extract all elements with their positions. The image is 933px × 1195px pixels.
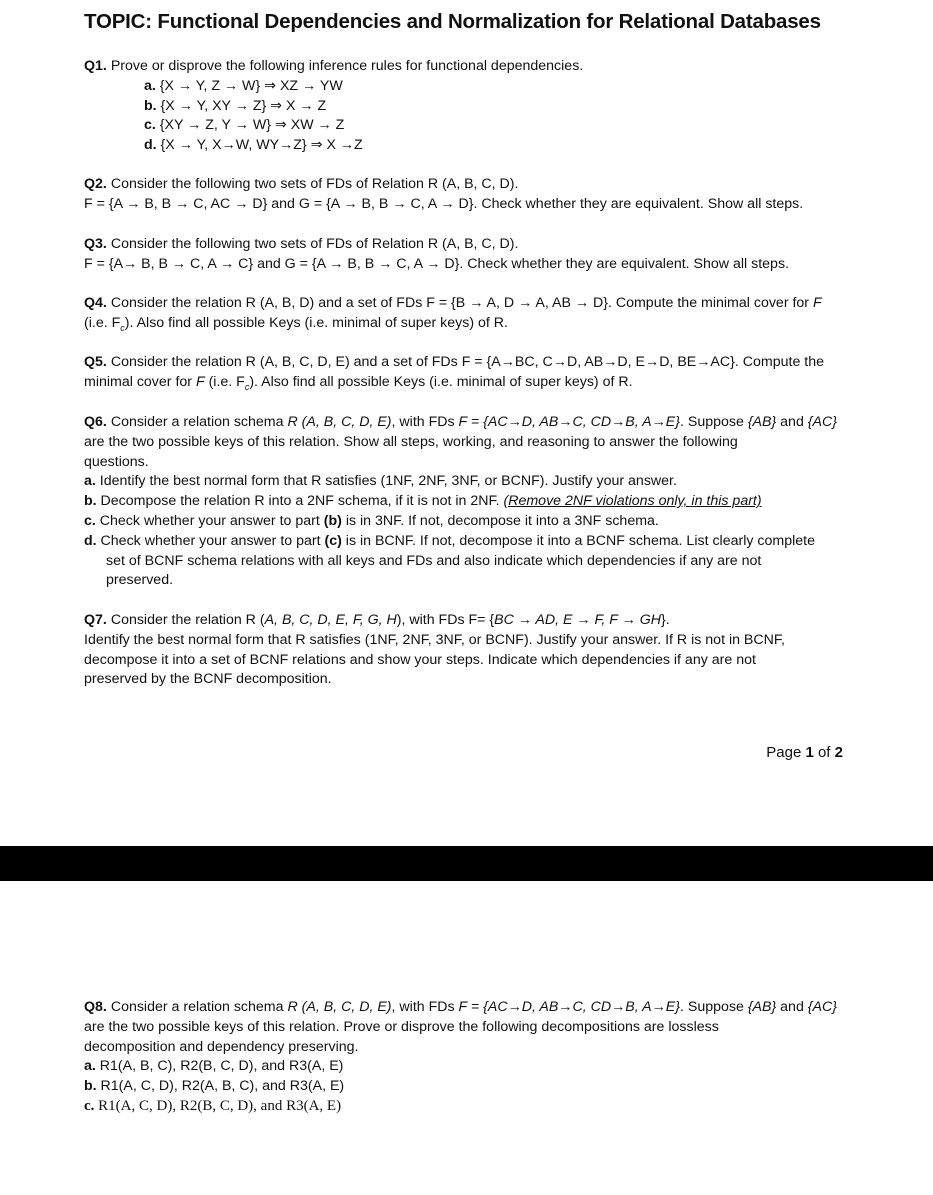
q1-item-b: b. {X → Y, XY → Z} ⇒ X → Z [144, 97, 327, 114]
page-current: 1 [805, 744, 814, 761]
q2-label: Q2. [84, 176, 107, 192]
q3-label: Q3. [84, 236, 107, 252]
q4-f-symbol: F [812, 295, 822, 311]
q6-label: Q6. [84, 414, 107, 430]
q1-item-d: d. {X → Y, X→W, WY→Z} ⇒ X →Z [144, 137, 363, 154]
q5-label: Q5. [84, 354, 107, 370]
q8-item-a: a. R1(A, B, C), R2(B, C, D), and R3(A, E) [84, 1058, 344, 1075]
q6-part-d-line2: set of BCNF schema relations with all keys and FDs and also indicate which dependencies if any are not [106, 552, 762, 569]
q6-part-a: a. Identify the best normal form that R satisfies (1NF, 2NF, 3NF, or BCNF). Justify your answer. [84, 473, 677, 490]
question-6: Q6. Consider a relation schema R (A, B, C, D, E), with FDs F = {AC→D, AB→C, CD→B, A→E}. Suppose {AB} and {AC} are the two possible keys of this relation. Show all steps, working, and reasoning to answer the following questions. a. Identify the best normal form that R satisfies (1NF, 2NF, 3NF, or BCNF). Justify your answer. b. Decompose the relation R into a 2NF schema, if it is not in 2NF. (Remove 2NF violations only, in this part) c. Check whether your answer to part (b) is in 3NF. If not, decompose it into a 3NF schema. d. Check whether your answer to part (c) is in BCNF. If not, decompose it into a BCNF schema. List clearly complete set of BCNF schema relations with all keys and FDs and also indicate which dependencies if any are not preserved. [84, 413, 854, 591]
q7-line3: decompose it into a set of BCNF relations and show your steps. Indicate which dependencies if any are not [84, 651, 756, 668]
q5-line2: minimal cover for F (i.e. $F_c$). Also find all possible Keys (i.e. minimal of super keys) of R. [84, 373, 633, 392]
question-4 [84, 294, 854, 338]
q5-line1: Consider the relation R (A, B, C, D, E) and a set of FDs F = {A→BC, C→D, AB→D, E→D, BE→AC}. Compute the [106, 354, 824, 370]
q8-line3: decomposition and dependency preserving. [84, 1038, 359, 1055]
q8-fds: F = {AC→D, AB→C, CD→B, A→E} [458, 999, 680, 1015]
q3-line1: Consider the following two sets of FDs of Relation R (A, B, C, D). [106, 236, 519, 252]
q3-line2: F = {A→ B, B → C, A → C} and G = {A → B, B → C, A → D}. Check whether they are equivalent. Show all steps. [84, 255, 789, 272]
q6-schema: R (A, B, C, D, E) [287, 414, 392, 430]
q1-label: Q1. [84, 58, 107, 74]
question-3 [84, 235, 854, 275]
q6-part-b: b. Decompose the relation R into a 2NF schema, if it is not in 2NF. (Remove 2NF violations only, in this part) [84, 493, 762, 510]
question-5 [84, 353, 854, 397]
q8-schema: R (A, B, C, D, E) [287, 999, 392, 1015]
question-8: Q8. Consider a relation schema R (A, B, C, D, E), with FDs F = {AC→D, AB→C, CD→B, A→E}. Suppose {AB} and {AC} are the two possible keys of this relation. Prove or disprove the following decompositions are lossless decomposition and dependency preserving. a. R1(A, B, C), R2(B, C, D), and R3(A, E) b. R1(A, C, D), R2(A, B, C), and R3(A, E) c. R1(A, C, D), R2(B, C, D), and R3(A, E) [84, 998, 854, 1117]
question-1 [84, 57, 854, 156]
page-title: TOPIC: Functional Dependencies and Normalization for Relational Databases [84, 10, 821, 33]
q6-fds: F = {AC→D, AB→C, CD→B, A→E} [458, 414, 680, 430]
q7-line2: Identify the best normal form that R satisfies (1NF, 2NF, 3NF, or BCNF). Justify your answer. If R is not in BCNF, [84, 631, 785, 648]
q8-label: Q8. [84, 999, 107, 1015]
q4-line2: (i.e. $F_c$). Also find all possible Keys (i.e. minimal of super keys) of R. [84, 314, 508, 333]
question-2 [84, 175, 854, 215]
q1-item-a: a. {X → Y, Z → W} ⇒ XZ → YW [144, 77, 343, 94]
q6-line3: questions. [84, 453, 149, 470]
q6-part-c: c. Check whether your answer to part (b) is in 3NF. If not, decompose it into a 3NF schema. [84, 512, 659, 529]
q6-part-d: d. Check whether your answer to part (c) is in BCNF. If not, decompose it into a BCNF schema. List clearly complete [84, 532, 815, 549]
page-number: Page 1 of 2 [766, 744, 843, 761]
page-total: 2 [834, 744, 843, 761]
q7-label: Q7. [84, 612, 107, 628]
q1-text: Prove or disprove the following inference rules for functional dependencies. [106, 58, 584, 74]
q2-line2: F = {A → B, B → C, AC → D} and G = {A → B, B → C, A → D}. Check whether they are equivalent. Show all steps. [84, 195, 804, 212]
q6-line2: are the two possible keys of this relation. Show all steps, working, and reasoning to answer the following [84, 433, 738, 450]
q7-attributes: A, B, C, D, E, F, G, H [264, 612, 397, 628]
q8-line2: are the two possible keys of this relation. Prove or disprove the following decompositions are lossless [84, 1018, 719, 1035]
q8-item-c: c. R1(A, C, D), R2(B, C, D), and R3(A, E) [84, 1097, 342, 1114]
q4-line1: Consider the relation R (A, B, D) and a set of FDs F = {B → A, D → A, AB → D}. Compute the minimal cover for [106, 295, 813, 311]
q2-line1: Consider the following two sets of FDs of Relation R (A, B, C, D). [106, 176, 519, 192]
q7-line4: preserved by the BCNF decomposition. [84, 671, 332, 688]
page-break-divider [0, 846, 933, 881]
q6-part-d-line3: preserved. [106, 572, 174, 589]
q8-item-b: b. R1(A, C, D), R2(A, B, C), and R3(A, E) [84, 1078, 345, 1095]
q7-fds: BC → AD, E → F, F → GH [494, 612, 662, 628]
q4-label: Q4. [84, 295, 107, 311]
question-7: Q7. Consider the relation R (A, B, C, D, E, F, G, H), with FDs F= {BC → AD, E → F, F → GH}. Identify the best normal form that R satisfies (1NF, 2NF, 3NF, or BCNF). Justify your answer. If R is not in BCNF, decompose it into a set of BCNF relations and show your steps. Indicate which dependencies if any are not preserved by the BCNF decomposition. [84, 611, 854, 690]
q1-item-c: c. {XY → Z, Y → W} ⇒ XW → Z [144, 117, 345, 134]
q6-part-b-note: (Remove 2NF violations only, in this part) [503, 493, 762, 510]
